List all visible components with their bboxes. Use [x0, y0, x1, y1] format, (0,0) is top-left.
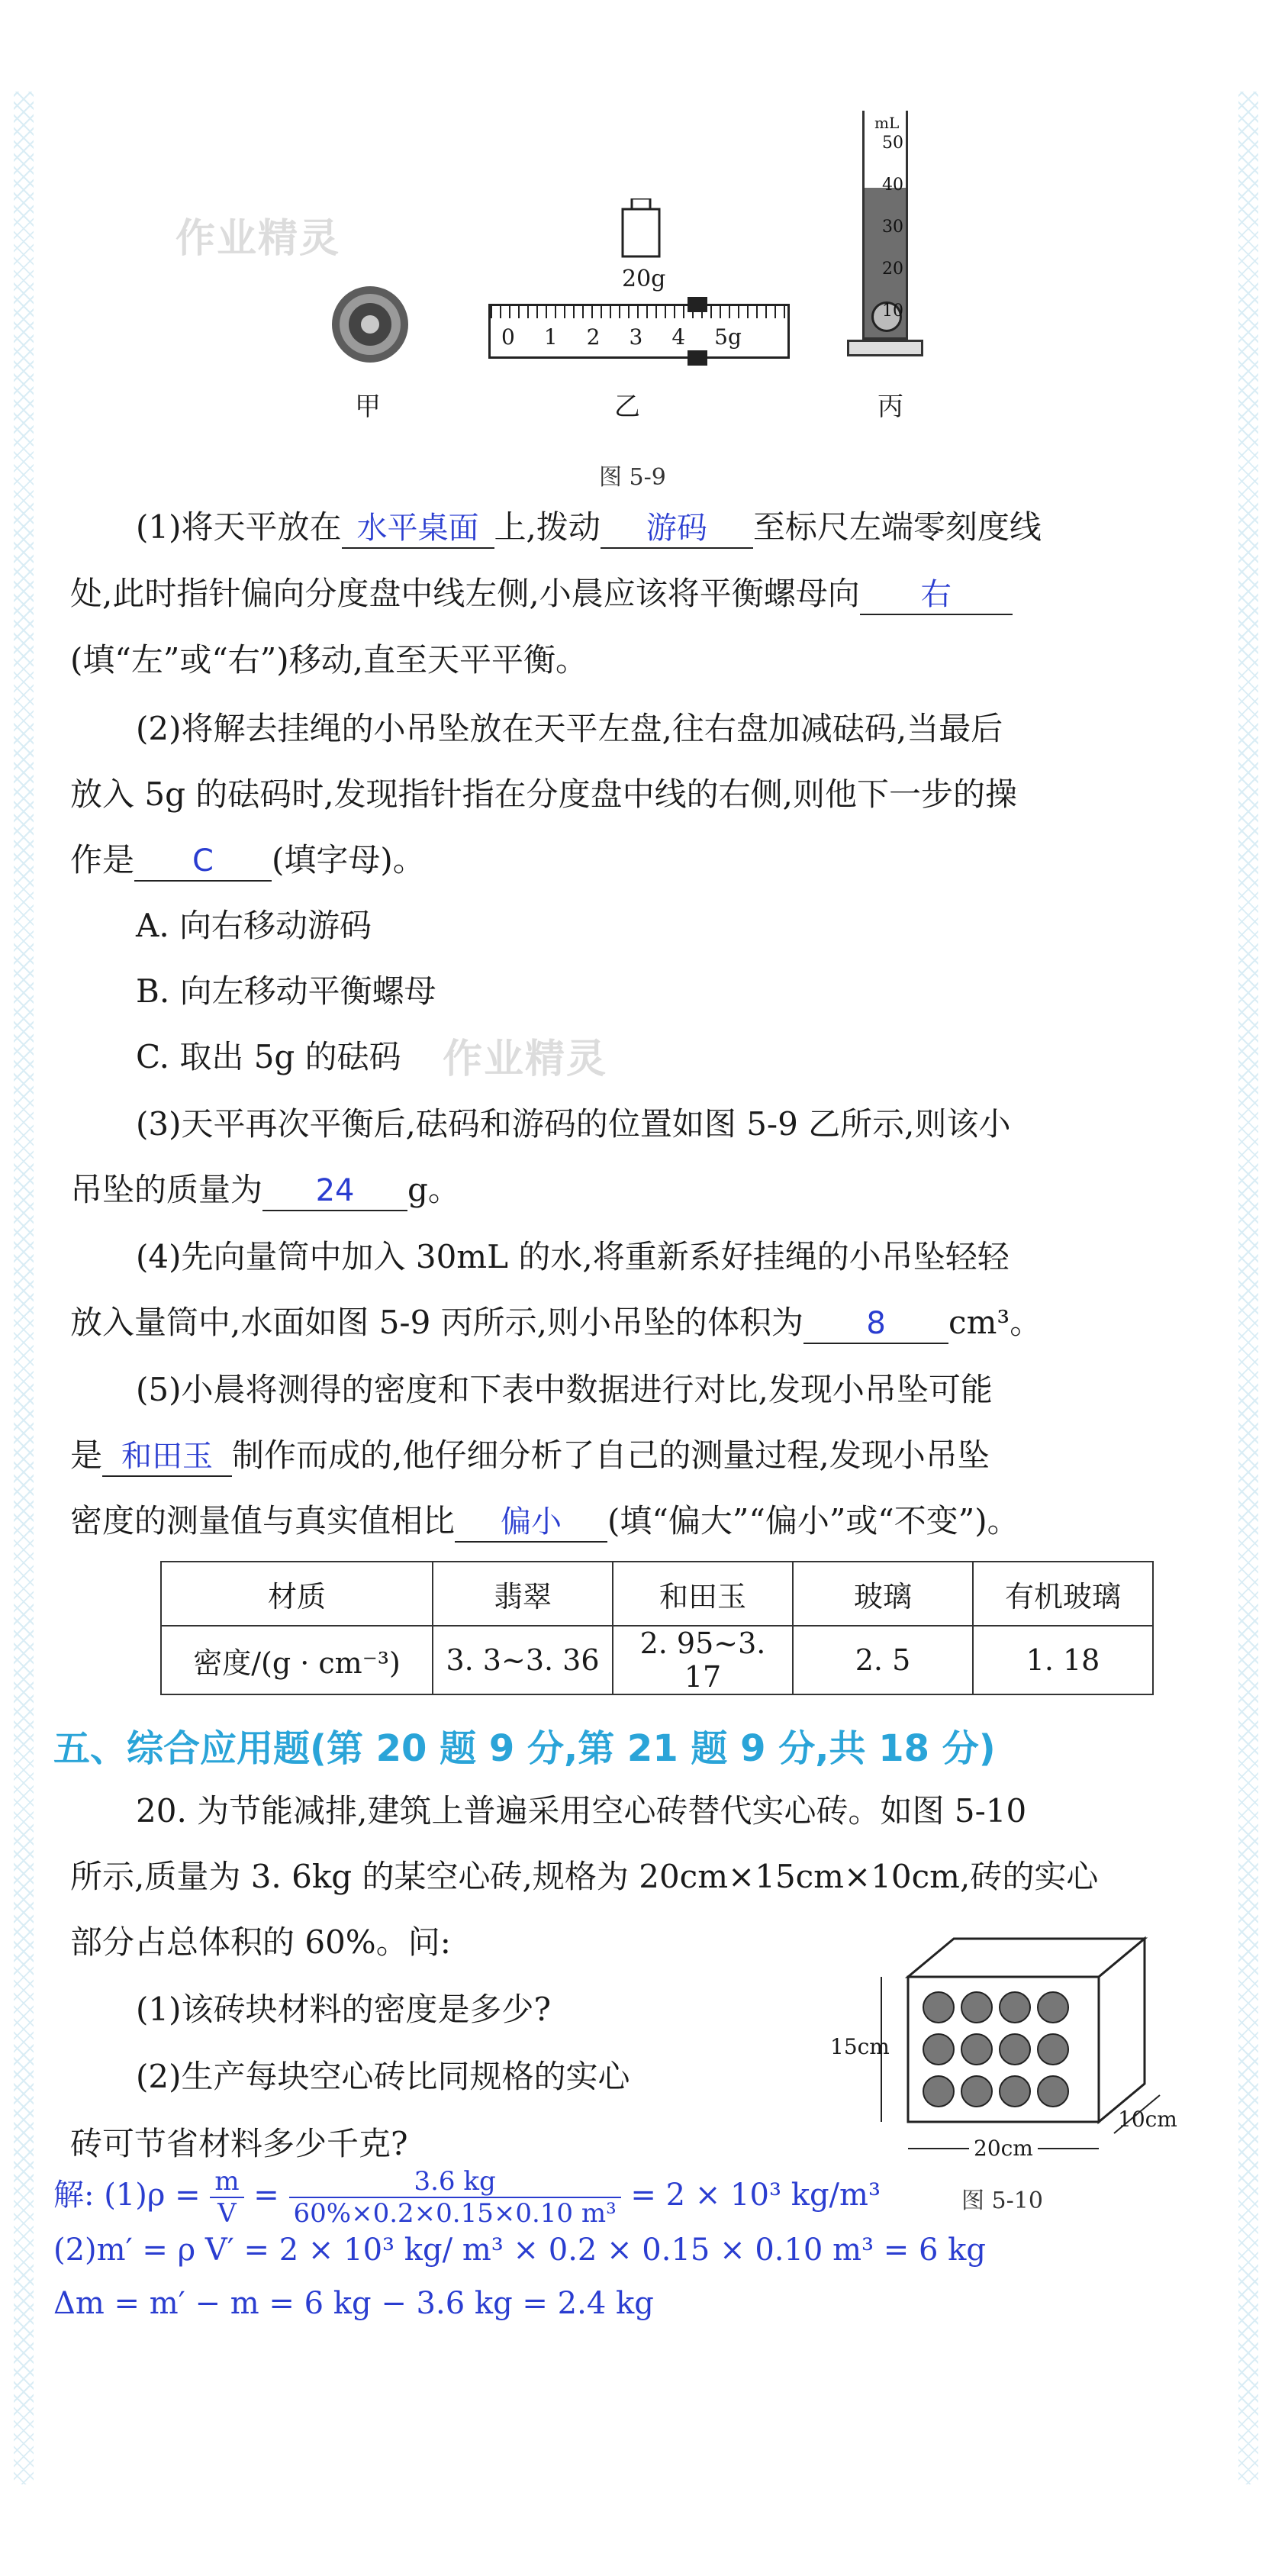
q20-sub3: 砖可节省材料多少千克?	[70, 2125, 408, 2162]
q20-line2: 所示,质量为 3. 6kg 的某空心砖,规格为 20cm×15cm×10cm,砖的实心	[70, 1858, 1099, 1895]
q3-line1: (3)天平再次平衡后,砝码和游码的位置如图 5-9 乙所示,则该小	[136, 1105, 1011, 1143]
answer-blank: 右	[860, 575, 1013, 615]
fraction: $\frac{m}{V}$	[210, 2166, 243, 2229]
pendant-image	[328, 282, 412, 366]
table-cell: 玻璃	[793, 1562, 973, 1626]
q20-line3: 部分占总体积的 60%。问:	[70, 1923, 451, 1961]
weight-icon	[618, 198, 664, 260]
table-cell: 2. 5	[793, 1626, 973, 1694]
brick-figure	[830, 1923, 1221, 2175]
cylinder-tick: 40	[882, 176, 903, 195]
q1-line2: 处,此时指针偏向分度盘中线左侧,小晨应该将平衡螺母向 右	[70, 569, 1013, 615]
weight-label: 20g	[622, 266, 666, 292]
graduated-cylinder	[855, 111, 916, 363]
cylinder-tick: 50	[882, 134, 903, 153]
answer-blank: 水平桌面	[342, 509, 494, 549]
q5-line2: 是 和田玉 制作而成的,他仔细分析了自己的测量过程,发现小吊坠	[70, 1430, 990, 1477]
watermark: 作业精灵	[176, 216, 341, 262]
q1-line1: (1)将天平放在 水平桌面 上,拨动 游码 至标尺左端零刻度线	[136, 502, 1042, 549]
q2-line3: 作是 C (填字母)。	[70, 835, 425, 882]
answer-blank: 8	[803, 1304, 948, 1344]
table-cell: 1. 18	[973, 1626, 1153, 1694]
q1-line3: (填“左”或“右”)移动,直至天平平衡。	[70, 641, 588, 679]
label-yi: 乙	[614, 392, 640, 422]
ruler-tick: 5g	[714, 324, 742, 350]
q3-line2: 吊坠的质量为 24 g。	[70, 1165, 460, 1211]
rider-marker	[688, 297, 707, 312]
q20-sub2: (2)生产每块空心砖比同规格的实心	[136, 2058, 630, 2095]
q20-line1: 20. 为节能减排,建筑上普遍采用空心砖替代实心砖。如图 5-10	[136, 1792, 1027, 1830]
table-row	[161, 1562, 1153, 1626]
answer-blank: C	[134, 842, 272, 882]
section-title: 五、综合应用题(第 20 题 9 分,第 21 题 9 分,共 18 分)	[53, 1727, 996, 1770]
solution-line3: Δm = m′ − m = 6 kg − 3.6 kg = 2.4 kg	[53, 2286, 654, 2321]
solution-line1: 解: (1)ρ = $\frac{m}{V}$ = $\frac{3.6 kg}{\text{60\%×0.2×0.15×0.10 m³}}$ = 2 × 10³ kg/m³	[53, 2166, 881, 2229]
label-jia: 甲	[355, 392, 381, 422]
q2-line2: 放入 5g 的砝码时,发现指针指在分度盘中线的右侧,则他下一步的操	[70, 775, 1018, 813]
q4-line2: 放入量筒中,水面如图 5-9 丙所示,则小吊坠的体积为 8 cm³。	[70, 1298, 1042, 1344]
q4-line1: (4)先向量筒中加入 30mL 的水,将重新系好挂绳的小吊坠轻轻	[136, 1238, 1010, 1275]
table-cell: 和田玉	[613, 1562, 793, 1626]
answer-blank: 游码	[601, 509, 753, 549]
cylinder-tick: 20	[882, 260, 903, 279]
answer-blank: 和田玉	[102, 1437, 232, 1477]
brick-depth-label: 10cm	[1118, 2107, 1177, 2132]
table-cell: 2. 95~3. 17	[613, 1626, 793, 1694]
brick-height-label: 15cm	[830, 2034, 890, 2059]
table-cell: 翡翠	[433, 1562, 613, 1626]
label-bing: 丙	[878, 392, 903, 422]
answer-blank: 24	[262, 1172, 407, 1211]
figure-caption-5-9: 图 5-9	[599, 464, 666, 491]
ruler-tick: 1	[543, 324, 558, 350]
option-c: C. 取出 5g 的砝码	[136, 1038, 401, 1075]
ruler	[488, 304, 790, 359]
solution-line2: (2)m′ = ρ V′ = 2 × 10³ kg/ m³ × 0.2 × 0.15 × 0.10 m³ = 6 kg	[53, 2233, 987, 2268]
ruler-tick: 0	[501, 324, 515, 350]
option-a: A. 向右移动游码	[136, 907, 372, 944]
answer-blank: 偏小	[455, 1503, 607, 1543]
q20-sub1: (1)该砖块材料的密度是多少?	[136, 1991, 552, 2028]
cylinder-tick: 30	[882, 218, 903, 237]
brick-width-label: 20cm	[969, 2136, 1038, 2161]
table-row	[161, 1626, 1153, 1694]
watermark: 作业精灵	[443, 1037, 608, 1082]
table-cell: 有机玻璃	[973, 1562, 1153, 1626]
ruler-tick: 2	[586, 324, 601, 350]
table-cell: 3. 3~3. 36	[433, 1626, 613, 1694]
option-b: B. 向左移动平衡螺母	[136, 972, 436, 1010]
figure-caption-5-10: 图 5-10	[961, 2188, 1043, 2214]
fraction: $\frac{3.6 kg}{\text{60\%×0.2×0.15×0.10 m³}}$	[289, 2166, 621, 2229]
cylinder-tick: 10	[882, 301, 903, 321]
cylinder-unit: mL	[874, 114, 900, 132]
q2-line1: (2)将解去挂绳的小吊坠放在天平左盘,往右盘加减砝码,当最后	[136, 710, 1003, 747]
ruler-tick: 4	[671, 324, 686, 350]
density-table	[160, 1561, 1154, 1695]
q5-line1: (5)小晨将测得的密度和下表中数据进行对比,发现小吊坠可能	[136, 1371, 993, 1408]
table-cell: 密度/(g · cm⁻³)	[161, 1626, 433, 1694]
ruler-tick: 3	[629, 324, 643, 350]
q5-line3: 密度的测量值与真实值相比 偏小 (填“偏大”“偏小”或“不变”)。	[70, 1496, 1019, 1543]
figure-5-9	[176, 99, 977, 435]
table-cell: 材质	[161, 1562, 433, 1626]
